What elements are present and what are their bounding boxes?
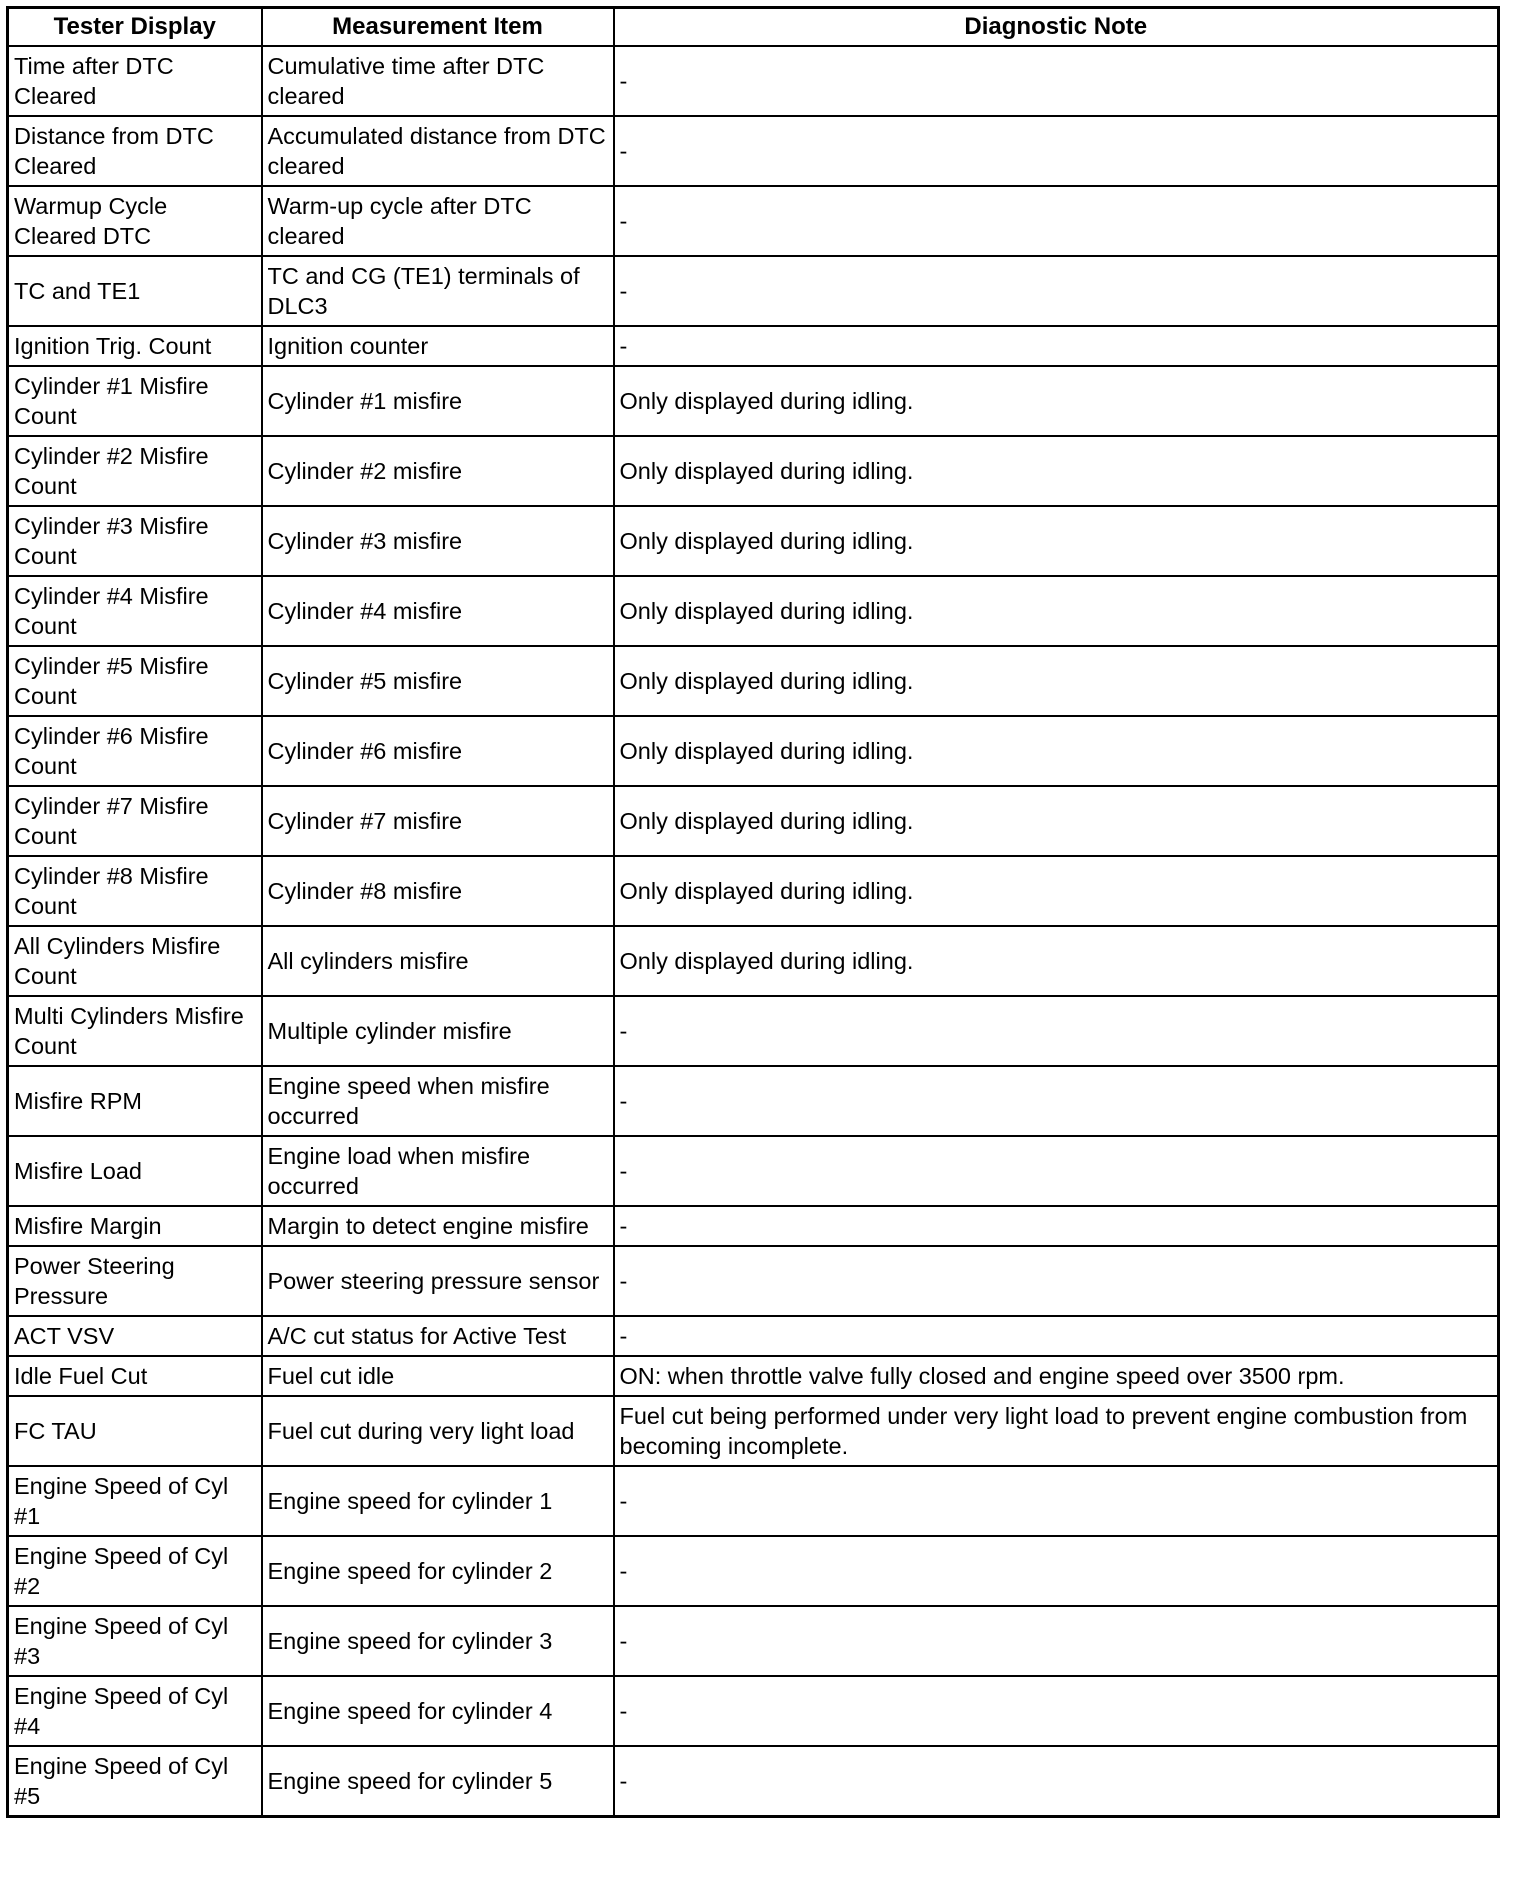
cell-diagnostic-note: Only displayed during idling. <box>614 576 1499 646</box>
cell-diagnostic-note: - <box>614 1536 1499 1606</box>
cell-diagnostic-note: ON: when throttle valve fully closed and engine speed over 3500 rpm. <box>614 1356 1499 1396</box>
cell-measurement-item: TC and CG (TE1) terminals of DLC3 <box>262 256 614 326</box>
cell-diagnostic-note: - <box>614 256 1499 326</box>
cell-diagnostic-note: - <box>614 116 1499 186</box>
cell-measurement-item: Cylinder #1 misfire <box>262 366 614 436</box>
cell-tester-display: Warmup Cycle Cleared DTC <box>8 186 262 256</box>
cell-tester-display: All Cylinders Misfire Count <box>8 926 262 996</box>
cell-tester-display: Engine Speed of Cyl #1 <box>8 1466 262 1536</box>
header-measurement-item: Measurement Item <box>262 8 614 47</box>
table-row <box>8 1136 1499 1206</box>
cell-tester-display: FC TAU <box>8 1396 262 1466</box>
table-row <box>8 926 1499 996</box>
cell-measurement-item: Engine speed when misfire occurred <box>262 1066 614 1136</box>
cell-tester-display: Cylinder #8 Misfire Count <box>8 856 262 926</box>
cell-diagnostic-note: Only displayed during idling. <box>614 506 1499 576</box>
cell-tester-display: Cylinder #2 Misfire Count <box>8 436 262 506</box>
table-row <box>8 256 1499 326</box>
cell-tester-display: Power Steering Pressure <box>8 1246 262 1316</box>
cell-measurement-item: Cylinder #8 misfire <box>262 856 614 926</box>
cell-diagnostic-note: - <box>614 46 1499 116</box>
cell-measurement-item: Engine load when misfire occurred <box>262 1136 614 1206</box>
table-row <box>8 1606 1499 1676</box>
cell-tester-display: Engine Speed of Cyl #2 <box>8 1536 262 1606</box>
cell-tester-display: Time after DTC Cleared <box>8 46 262 116</box>
cell-measurement-item: Margin to detect engine misfire <box>262 1206 614 1246</box>
table-row <box>8 716 1499 786</box>
table-body <box>8 46 1499 1817</box>
table-row <box>8 326 1499 366</box>
cell-measurement-item: Engine speed for cylinder 1 <box>262 1466 614 1536</box>
cell-measurement-item: Warm-up cycle after DTC cleared <box>262 186 614 256</box>
cell-measurement-item: Power steering pressure sensor <box>262 1246 614 1316</box>
cell-tester-display: TC and TE1 <box>8 256 262 326</box>
cell-tester-display: Multi Cylinders Misfire Count <box>8 996 262 1066</box>
cell-tester-display: Cylinder #5 Misfire Count <box>8 646 262 716</box>
cell-tester-display: Engine Speed of Cyl #5 <box>8 1746 262 1817</box>
cell-measurement-item: Cylinder #2 misfire <box>262 436 614 506</box>
cell-tester-display: Ignition Trig. Count <box>8 326 262 366</box>
table-header-row <box>8 8 1499 47</box>
cell-measurement-item: Engine speed for cylinder 2 <box>262 1536 614 1606</box>
cell-diagnostic-note: - <box>614 996 1499 1066</box>
data-list-table <box>6 6 1500 1818</box>
cell-tester-display: Cylinder #6 Misfire Count <box>8 716 262 786</box>
table-row <box>8 646 1499 716</box>
cell-diagnostic-note: Only displayed during idling. <box>614 926 1499 996</box>
cell-diagnostic-note: - <box>614 1066 1499 1136</box>
cell-tester-display: Cylinder #1 Misfire Count <box>8 366 262 436</box>
cell-diagnostic-note: - <box>614 1206 1499 1246</box>
cell-tester-display: Misfire RPM <box>8 1066 262 1136</box>
cell-measurement-item: Accumulated distance from DTC cleared <box>262 116 614 186</box>
cell-tester-display: Engine Speed of Cyl #4 <box>8 1676 262 1746</box>
cell-measurement-item: Multiple cylinder misfire <box>262 996 614 1066</box>
cell-measurement-item: Cylinder #3 misfire <box>262 506 614 576</box>
cell-tester-display: Idle Fuel Cut <box>8 1356 262 1396</box>
cell-diagnostic-note: Only displayed during idling. <box>614 646 1499 716</box>
table-row <box>8 506 1499 576</box>
table-row <box>8 1066 1499 1136</box>
cell-tester-display: Misfire Load <box>8 1136 262 1206</box>
cell-diagnostic-note: Only displayed during idling. <box>614 856 1499 926</box>
cell-diagnostic-note: - <box>614 326 1499 366</box>
cell-tester-display: Distance from DTC Cleared <box>8 116 262 186</box>
cell-diagnostic-note: Only displayed during idling. <box>614 716 1499 786</box>
cell-tester-display: Cylinder #4 Misfire Count <box>8 576 262 646</box>
table-row <box>8 996 1499 1066</box>
table-row <box>8 1206 1499 1246</box>
table-row <box>8 856 1499 926</box>
header-tester-display: Tester Display <box>8 8 262 47</box>
cell-diagnostic-note: - <box>614 1316 1499 1356</box>
cell-measurement-item: Cylinder #4 misfire <box>262 576 614 646</box>
cell-measurement-item: Cylinder #5 misfire <box>262 646 614 716</box>
cell-measurement-item: Cylinder #7 misfire <box>262 786 614 856</box>
cell-diagnostic-note: Only displayed during idling. <box>614 366 1499 436</box>
cell-measurement-item: Engine speed for cylinder 3 <box>262 1606 614 1676</box>
cell-tester-display: Cylinder #7 Misfire Count <box>8 786 262 856</box>
cell-measurement-item: All cylinders misfire <box>262 926 614 996</box>
table-row <box>8 1676 1499 1746</box>
cell-diagnostic-note: Fuel cut being performed under very light load to prevent engine combustion from becoming incomplete. <box>614 1396 1499 1466</box>
cell-measurement-item: Ignition counter <box>262 326 614 366</box>
header-diagnostic-note: Diagnostic Note <box>614 8 1499 47</box>
cell-diagnostic-note: Only displayed during idling. <box>614 436 1499 506</box>
table-row <box>8 436 1499 506</box>
cell-tester-display: Engine Speed of Cyl #3 <box>8 1606 262 1676</box>
table-row <box>8 576 1499 646</box>
table-row <box>8 46 1499 116</box>
cell-diagnostic-note: Only displayed during idling. <box>614 786 1499 856</box>
cell-diagnostic-note: - <box>614 1136 1499 1206</box>
cell-diagnostic-note: - <box>614 1746 1499 1817</box>
cell-tester-display: ACT VSV <box>8 1316 262 1356</box>
cell-tester-display: Cylinder #3 Misfire Count <box>8 506 262 576</box>
table-row <box>8 1466 1499 1536</box>
table-row <box>8 1246 1499 1316</box>
table-row <box>8 1316 1499 1356</box>
table-row <box>8 1536 1499 1606</box>
cell-measurement-item: Engine speed for cylinder 4 <box>262 1676 614 1746</box>
cell-measurement-item: Engine speed for cylinder 5 <box>262 1746 614 1817</box>
table-row <box>8 1356 1499 1396</box>
document-page <box>6 6 1500 1818</box>
cell-measurement-item: A/C cut status for Active Test <box>262 1316 614 1356</box>
cell-diagnostic-note: - <box>614 1466 1499 1536</box>
cell-measurement-item: Cumulative time after DTC cleared <box>262 46 614 116</box>
cell-measurement-item: Fuel cut idle <box>262 1356 614 1396</box>
cell-diagnostic-note: - <box>614 1606 1499 1676</box>
cell-diagnostic-note: - <box>614 1676 1499 1746</box>
table-row <box>8 116 1499 186</box>
table-row <box>8 1746 1499 1817</box>
cell-measurement-item: Fuel cut during very light load <box>262 1396 614 1466</box>
table-row <box>8 366 1499 436</box>
cell-tester-display: Misfire Margin <box>8 1206 262 1246</box>
cell-diagnostic-note: - <box>614 186 1499 256</box>
table-row <box>8 786 1499 856</box>
cell-measurement-item: Cylinder #6 misfire <box>262 716 614 786</box>
table-row <box>8 186 1499 256</box>
cell-diagnostic-note: - <box>614 1246 1499 1316</box>
table-row <box>8 1396 1499 1466</box>
